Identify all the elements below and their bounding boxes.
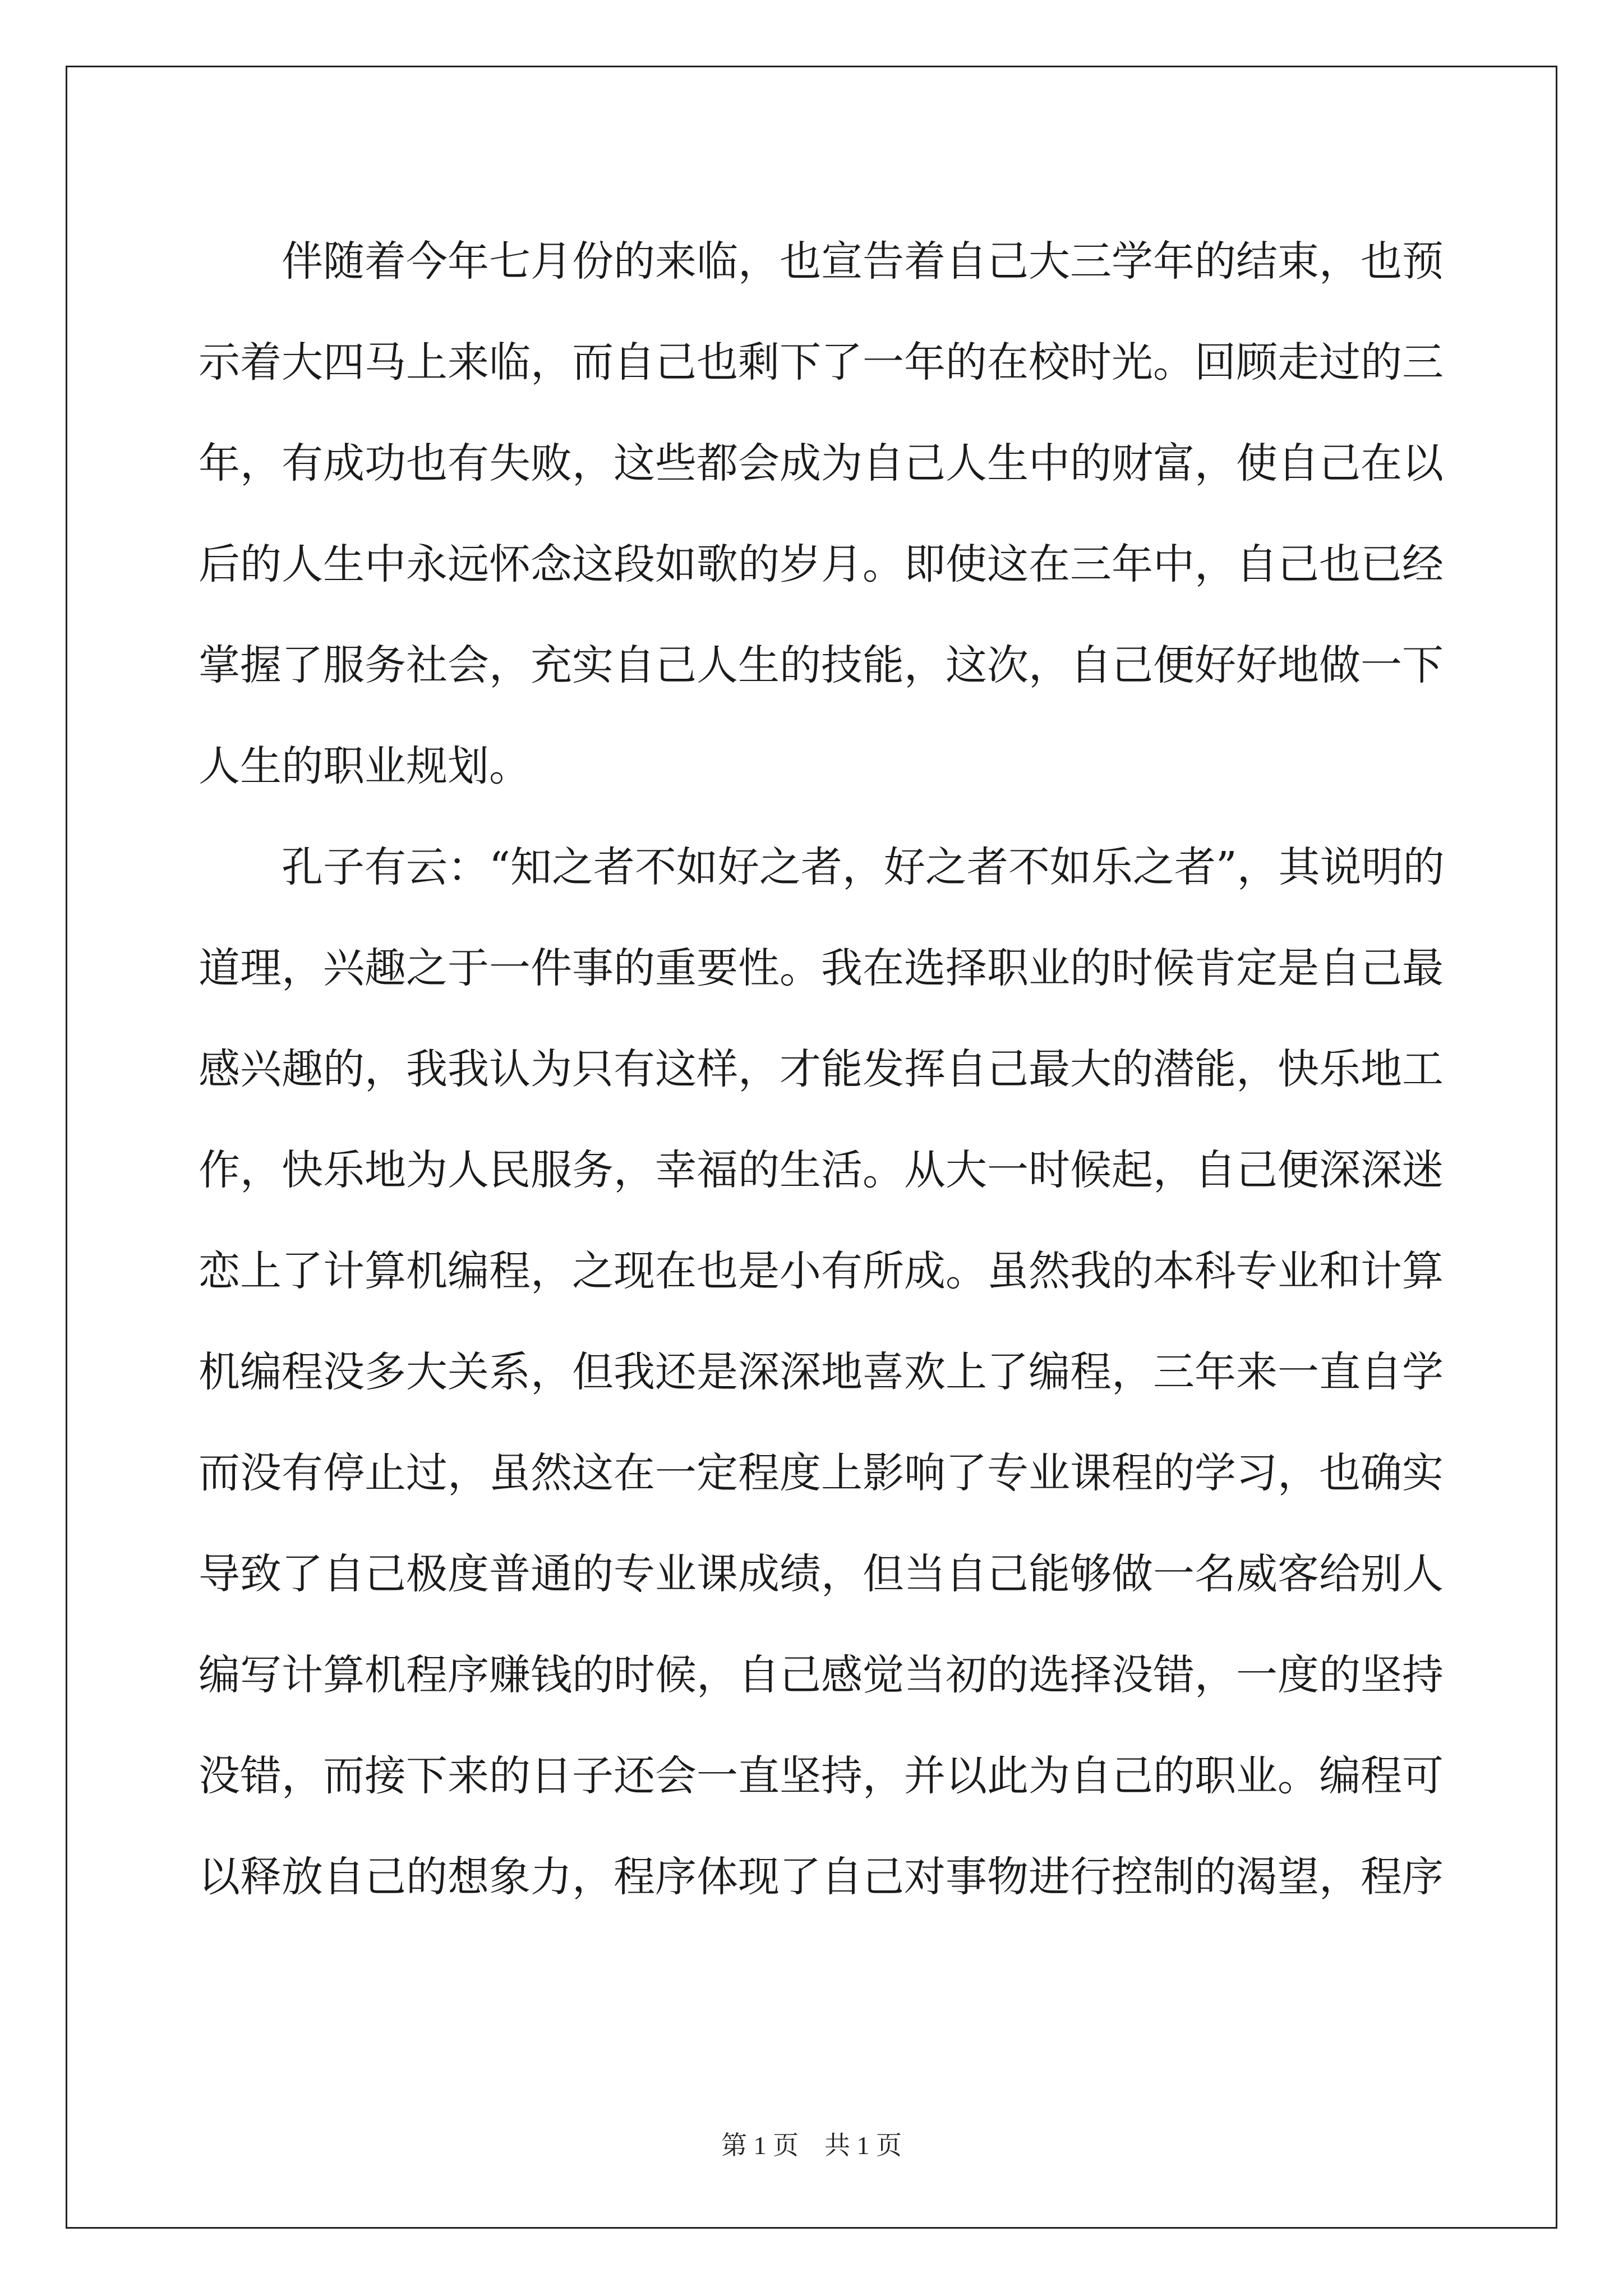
text-line: 以释放自己的想象力，程序体现了自己对事物进行控制的渴望，程序 <box>199 1853 1444 1901</box>
text-line: 感兴趣的，我我认为只有这样，才能发挥自己最大的潜能，快乐地工 <box>199 1045 1444 1093</box>
text-line: 人生的职业规划。 <box>199 742 531 790</box>
text-line: 没错，而接下来的日子还会一直坚持，并以此为自己的职业。编程可 <box>199 1752 1444 1800</box>
text-line: 掌握了服务社会，充实自己人生的技能，这次，自己便好好地做一下 <box>199 641 1444 689</box>
text-line: 编写计算机程序赚钱的时候，自己感觉当初的选择没错，一度的坚持 <box>199 1651 1444 1699</box>
text-line: 导致了自己极度普通的专业课成绩，但当自己能够做一名威客给别人 <box>199 1550 1444 1598</box>
text-line: 机编程没多大关系，但我还是深深地喜欢上了编程，三年来一直自学 <box>199 1348 1444 1396</box>
text-line: 道理，兴趣之于一件事的重要性。我在选择职业的时候肯定是自己最 <box>199 944 1444 992</box>
text-line: 而没有停止过，虽然这在一定程度上影响了专业课程的学习，也确实 <box>199 1449 1444 1497</box>
text-line: 后的人生中永远怀念这段如歌的岁月。即使这在三年中，自己也已经 <box>199 540 1444 588</box>
text-line: 孔子有云：“知之者不如好之者，好之者不如乐之者”，其说明的 <box>199 843 1445 891</box>
text-line: 伴随着今年七月份的来临，也宣告着自己大三学年的结束，也预 <box>199 237 1444 286</box>
text-line: 恋上了计算机编程，之现在也是小有所成。虽然我的本科专业和计算 <box>199 1247 1444 1295</box>
text-line: 作，快乐地为人民服务，幸福的生活。从大一时候起，自己便深深迷 <box>199 1146 1444 1194</box>
text-line: 年，有成功也有失败，这些都会成为自己人生中的财富，使自己在以 <box>199 439 1444 487</box>
text-line: 示着大四马上来临，而自己也剩下了一年的在校时光。回顾走过的三 <box>199 338 1444 386</box>
page-footer <box>0 2125 1623 2162</box>
page-number: 第 1 页 共 1 页 <box>721 2131 902 2160</box>
